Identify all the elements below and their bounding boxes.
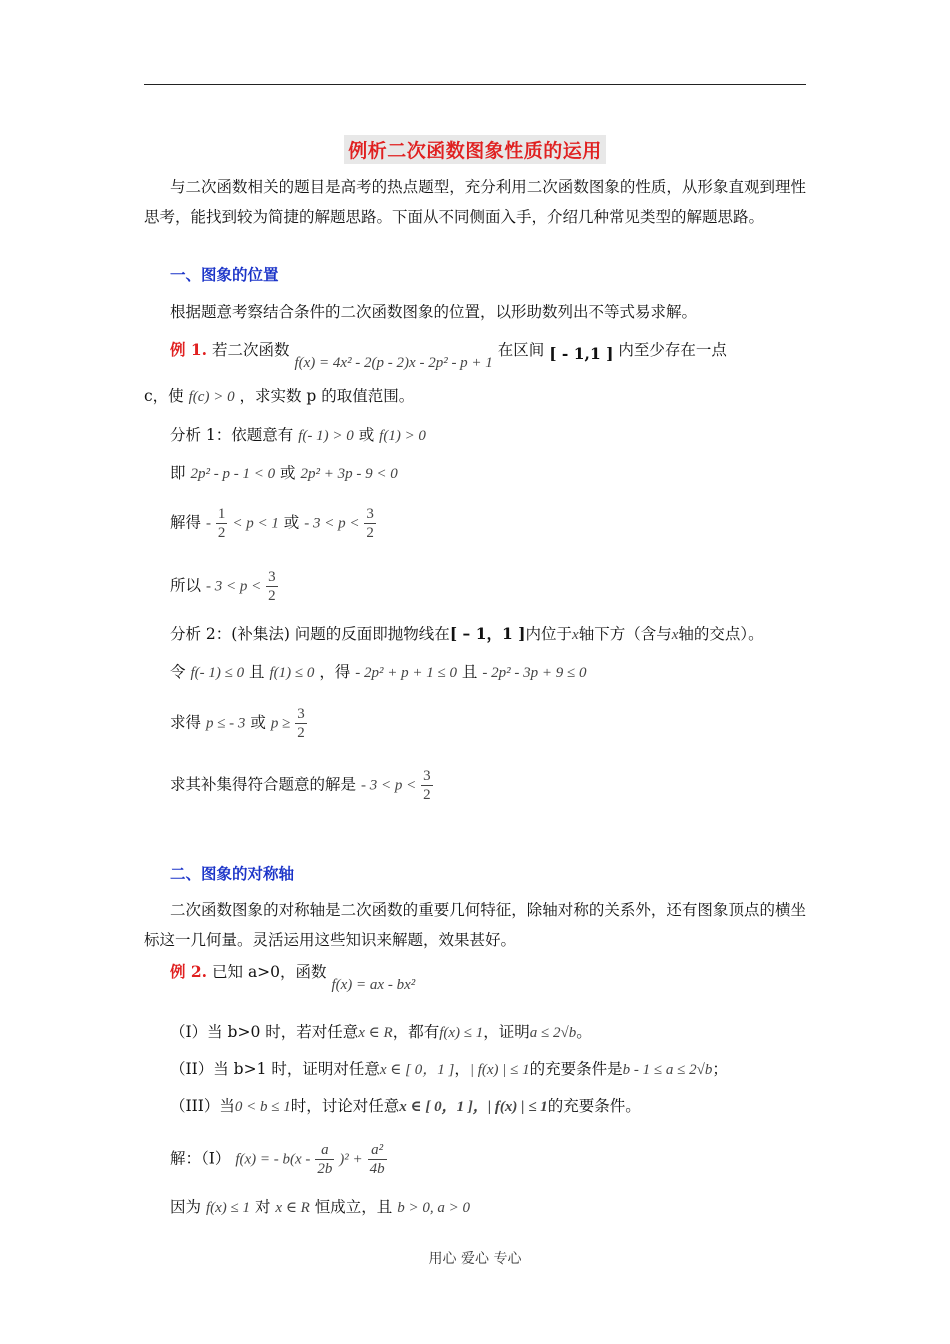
analysis1-line1	[170, 420, 426, 451]
solution-line2-b: 对	[254, 1198, 271, 1216]
example1-line2-a: c，使	[144, 387, 184, 405]
solution-f-a: f(x) = - b(x -	[235, 1151, 311, 1168]
frac-num: 1	[217, 506, 226, 522]
analysis1-or-2: 或	[280, 464, 296, 482]
analysis2-qiu: 求得	[170, 713, 202, 732]
fraction-a-over-2b	[315, 1141, 334, 1178]
analysis2-line3	[170, 705, 307, 742]
example2-line	[170, 957, 416, 993]
part1-a: （I）当 b>0 时，若对任意	[170, 1023, 359, 1041]
part3-c: 的充要条件。	[547, 1097, 641, 1115]
analysis2-label-d: 轴的交点）。	[678, 625, 764, 643]
solution-line2-c: 恒成立，且	[314, 1198, 393, 1216]
analysis2-final-b: - 3 < p <	[360, 777, 417, 794]
frac-den: 2	[297, 725, 305, 741]
solution-label: 解：（I）	[170, 1149, 231, 1168]
section1-heading: 一、图象的位置	[170, 266, 279, 284]
fraction-one-half	[216, 505, 228, 542]
analysis1-label: 分析 1：依题意有	[170, 426, 294, 444]
fraction-three-halves	[295, 705, 307, 742]
solution-f-b: )² +	[339, 1151, 363, 1168]
analysis1-result-prefix: 所以	[170, 576, 202, 595]
example1-interval: [ - 1,1 ]	[549, 344, 614, 363]
analysis1-cond-a: f(- 1) > 0	[298, 428, 354, 444]
example1-line2-formula: f(c) > 0	[188, 389, 235, 405]
example2-part2	[170, 1054, 728, 1085]
frac-num: 3	[423, 768, 431, 784]
analysis2-label-b: 内位于	[525, 625, 573, 643]
part1-f3: a ≤ 2√b	[529, 1025, 577, 1041]
part2-f2: | f(x) | ≤ 1	[469, 1062, 530, 1078]
example1-label: 例 1.	[170, 340, 208, 359]
analysis1-ineq-b: 2p² + 3p - 9 < 0	[300, 466, 398, 482]
analysis2-c1: f(- 1) ≤ 0	[190, 665, 245, 681]
analysis2-s1: p ≤ - 3	[205, 715, 246, 732]
frac-den: 4b	[369, 1161, 385, 1177]
part2-d: ；	[712, 1060, 728, 1078]
analysis2-interval: [ – 1，1 ]	[449, 624, 526, 643]
fraction-three-halves	[421, 767, 433, 804]
analysis1-sol-a-post: < p < 1	[232, 515, 279, 532]
part1-f2: f(x) ≤ 1	[439, 1025, 484, 1041]
example2-text: 已知 a>0，函数	[212, 963, 327, 981]
part1-c: ，证明	[483, 1023, 530, 1041]
part3-f1: 0 < b ≤ 1	[234, 1099, 291, 1115]
frac-den: 2	[366, 525, 374, 541]
analysis1-cond-b: f(1) > 0	[379, 428, 426, 444]
example2-label: 例 2.	[170, 962, 208, 981]
analysis2-line1	[170, 619, 764, 650]
part2-f3: b - 1 ≤ a ≤ 2√b	[622, 1062, 713, 1078]
solution-line2-a: 因为	[170, 1198, 202, 1216]
page-title: 例析二次函数图象性质的运用	[344, 135, 606, 164]
part2-c: 的充要条件是	[529, 1060, 623, 1078]
frac-den: 2	[423, 787, 431, 803]
analysis2-and: 且	[249, 663, 265, 681]
analysis2-s2: p ≥	[270, 715, 291, 732]
frac-num: 3	[268, 569, 276, 585]
example1-line2-b: ，求实数 p 的取值范围。	[239, 387, 415, 405]
analysis1-or-3: 或	[283, 513, 300, 532]
analysis2-label-a: 分析 2：(补集法) 问题的反面即抛物线在	[170, 625, 450, 643]
analysis1-ineq-a: 2p² - p - 1 < 0	[190, 466, 276, 482]
part3-b: 时，讨论对任意	[290, 1097, 400, 1115]
example2-part3	[170, 1091, 641, 1122]
analysis2-and-2: 且	[461, 663, 478, 681]
title-block	[0, 135, 950, 164]
frac-num: 3	[297, 706, 305, 722]
solution-line2-f2: x ∈ R	[275, 1200, 310, 1216]
part1-b: ，都有	[392, 1023, 440, 1041]
example1-text-a: 若二次函数	[212, 341, 290, 359]
solution-line1	[170, 1141, 387, 1178]
analysis2-x: x	[572, 627, 579, 643]
example2-part1	[170, 1017, 592, 1048]
analysis1-result: - 3 < p <	[205, 578, 262, 595]
analysis2-x-2: x	[671, 627, 679, 643]
frac-den: 2	[268, 588, 276, 604]
analysis1-line2-prefix: 即	[170, 464, 186, 482]
fraction-three-halves	[364, 505, 376, 542]
part1-d: 。	[576, 1023, 592, 1041]
analysis2-c4: - 2p² - 3p + 9 ≤ 0	[482, 665, 587, 681]
analysis2-line2	[170, 657, 586, 688]
frac-num: a²	[368, 1141, 387, 1160]
example1-text-c: 内至少存在一点	[618, 341, 727, 359]
analysis1-line3	[170, 505, 376, 542]
part3-f2: x ∈ [ 0，1 ]，	[399, 1099, 488, 1115]
analysis1-sol-a-pre: -	[205, 515, 211, 532]
frac-den: 2	[217, 525, 226, 541]
intro-paragraph: 与二次函数相关的题目是高考的热点题型，充分利用二次函数图象的性质，从形象直观到理性思考，能找到较为简捷的解题思路。下面从不同侧面入手，介绍几种常见类型的解题思路。	[144, 178, 806, 226]
frac-den: 2b	[317, 1161, 333, 1177]
fraction-a2-over-4b	[368, 1141, 387, 1178]
solution-line2-f3: b > 0, a > 0	[397, 1200, 470, 1216]
section2-desc: 二次函数图象的对称轴是二次函数的重要几何特征，除轴对称的关系外，还有图象顶点的横坐标这一几何量。灵活运用这些知识来解题，效果甚好。	[144, 901, 806, 949]
fraction-three-halves	[266, 568, 278, 605]
analysis1-sol-b: - 3 < p <	[304, 515, 360, 532]
part3-a: （III）当	[170, 1097, 235, 1115]
section2-heading: 二、图象的对称轴	[170, 865, 295, 883]
analysis2-or: 或	[250, 713, 266, 732]
frac-num: 3	[366, 506, 374, 522]
example1-text-b: 在区间	[497, 341, 545, 359]
example1-line1	[170, 335, 727, 371]
analysis2-get: ，得	[319, 663, 351, 681]
solution-line2-f1: f(x) ≤ 1	[205, 1200, 251, 1216]
part2-a: （II）当 b>1 时，证明对任意	[170, 1060, 380, 1078]
page-footer: 用心 爱心 专心	[428, 1251, 522, 1267]
analysis2-c2: f(1) ≤ 0	[269, 665, 315, 681]
frac-num: a	[315, 1141, 334, 1160]
part2-f1: x ∈ [ 0，1 ]	[379, 1062, 455, 1078]
analysis1-solve-prefix: 解得	[170, 513, 202, 532]
example1-formula: f(x) = 4x² - 2(p - 2)x - 2p² - p + 1	[294, 355, 493, 371]
analysis2-label-c: 轴下方（含与	[578, 625, 672, 643]
part3-f3: | f(x) | ≤ 1	[487, 1099, 548, 1115]
analysis2-c3: - 2p² + p + 1 ≤ 0	[355, 665, 457, 681]
header-rule	[144, 84, 806, 85]
analysis2-ling: 令	[170, 663, 186, 681]
analysis1-line4	[170, 568, 278, 605]
example1-line2	[144, 381, 414, 412]
section1-desc: 根据题意考察结合条件的二次函数图象的位置，以形助数列出不等式易求解。	[170, 303, 698, 321]
analysis2-line4	[170, 767, 433, 804]
part1-f1: x ∈ R	[358, 1025, 393, 1041]
solution-line2	[170, 1192, 470, 1223]
analysis2-final-a: 求其补集得符合题意的解是	[170, 775, 357, 794]
analysis1-line2	[170, 458, 398, 489]
example2-formula: f(x) = ax - bx²	[331, 977, 416, 993]
analysis1-or: 或	[358, 426, 375, 444]
part2-b: ，	[454, 1060, 470, 1078]
